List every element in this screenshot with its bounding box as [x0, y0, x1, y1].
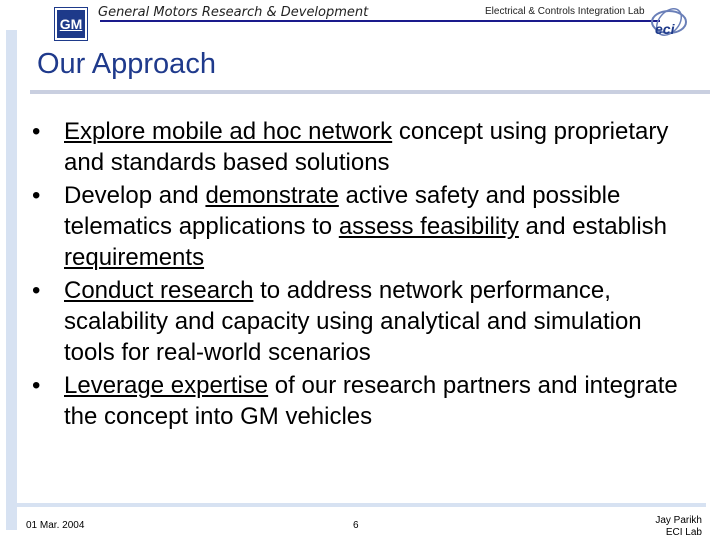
- bullet-item: [32, 180, 692, 273]
- bullet-text-segment: and establish: [518, 213, 667, 240]
- header-rule: [100, 20, 660, 22]
- bullet-dot: •: [32, 372, 41, 399]
- eci-logo-text: eci: [655, 21, 675, 37]
- bullet-text-segment: Develop and: [64, 182, 206, 209]
- bullet-list: [32, 116, 692, 434]
- bullet-text-segment: Leverage expertise: [64, 372, 269, 399]
- bullet-dot: •: [32, 182, 41, 209]
- header-lab: Electrical & Controls Integration Lab: [485, 6, 645, 17]
- footer-page-number: 6: [353, 520, 359, 531]
- eci-logo: [643, 4, 688, 38]
- bullet-text-segment: demonstrate: [205, 182, 339, 209]
- bullet-text-segment: of our research partners and integrate the concept into GM vehicles: [64, 372, 678, 430]
- bullet-item: [32, 116, 692, 178]
- bullet-text-segment: Explore mobile ad hoc network: [64, 118, 393, 145]
- bullet-item: [32, 370, 692, 432]
- left-accent-bar: [6, 30, 17, 530]
- page-title: Our Approach: [37, 48, 216, 80]
- bullet-text-segment: requirements: [64, 244, 205, 271]
- bullet-text-segment: to address network performance, scalability and capacity using analytical and simulation tools for real-world scenarios: [64, 277, 642, 366]
- bottom-accent-bar: [6, 503, 706, 507]
- bullet-item: [32, 275, 692, 368]
- footer-author-lab: ECI Lab: [665, 527, 702, 538]
- bullet-dot: •: [32, 277, 41, 304]
- footer-author: [640, 515, 702, 539]
- bullet-dot: •: [32, 118, 41, 145]
- footer-date: 01 Mar. 2004: [26, 520, 85, 531]
- bullet-text-segment: assess feasibility: [338, 213, 519, 240]
- footer-author-name: Jay Parikh: [655, 515, 702, 526]
- bullet-text-segment: concept using proprietary and standards based solutions: [64, 118, 669, 176]
- title-rule: [30, 90, 710, 94]
- bullet-text-segment: Conduct research: [64, 277, 254, 304]
- gm-logo: GM: [55, 8, 87, 40]
- header-org: General Motors Research & Development: [98, 5, 369, 20]
- bullet-text-segment: active safety and possible telematics applications to: [64, 182, 621, 240]
